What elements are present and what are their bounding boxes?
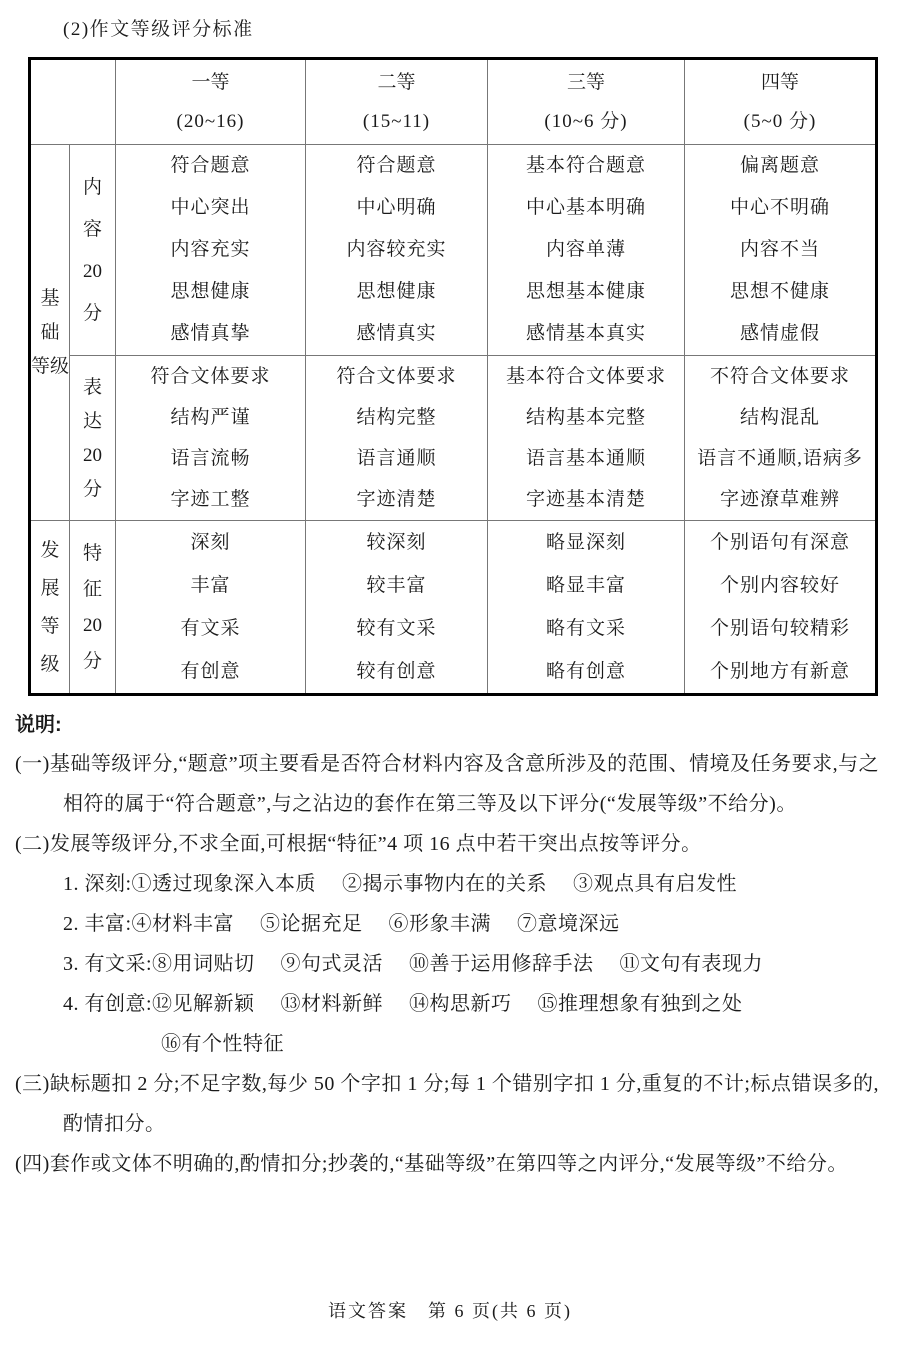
cell-line: 语言流畅 <box>170 448 251 469</box>
cell-line: 分 <box>82 650 102 672</box>
cell-expression-grade1 <box>116 356 306 521</box>
note-subitem: 4. 有创意:⑫见解新颖 ⑬材料新鲜 ⑭构思新巧 ⑮推理想象有独到之处 <box>63 993 743 1015</box>
cell-line: 内 <box>82 176 102 198</box>
cell-line: 中心明确 <box>356 197 437 218</box>
cell-line: 基 <box>40 288 60 309</box>
cell-line: 字迹清楚 <box>356 489 437 510</box>
cell-line: 中心突出 <box>170 197 251 218</box>
note-paragraph: (三)缺标题扣 2 分;不足字数,每少 50 个字扣 1 分;每 1 个错别字扣 1 分,重复的不计;标点错误多的,酌情扣分。 <box>15 1073 879 1135</box>
group-label-basic <box>30 145 70 521</box>
cell-line: 等 <box>40 615 60 637</box>
grade-name: 二等 <box>377 72 416 93</box>
cell-line: 语言基本通顺 <box>525 448 646 469</box>
cell-line: 内容不当 <box>739 239 820 260</box>
header-grade-3 <box>488 59 685 145</box>
cell-line: 分 <box>82 302 102 324</box>
cell-expression-grade4 <box>685 356 877 521</box>
cell-line: 感情虚假 <box>739 323 820 344</box>
cell-line: 符合题意 <box>170 155 251 176</box>
cell-line: 达 <box>82 410 102 432</box>
cell-line: 感情真挚 <box>170 323 251 344</box>
cell-line: 语言不通顺,语病多 <box>697 448 863 469</box>
cell-line: 较有文采 <box>356 618 437 639</box>
cell-line: 中心基本明确 <box>525 197 646 218</box>
cell-line: 结构混乱 <box>739 407 820 428</box>
cell-line: 有创意 <box>180 661 241 682</box>
header-grade-4 <box>685 59 877 145</box>
cell-line: 略显深刻 <box>545 532 626 553</box>
cell-line: 结构严谨 <box>170 407 251 428</box>
cell-line: 思想基本健康 <box>525 281 646 302</box>
cell-line: 结构完整 <box>356 407 437 428</box>
cell-feature-grade1 <box>116 521 306 695</box>
page-title: (2)作文等级评分标准 <box>63 19 254 40</box>
cell-line: 深刻 <box>190 532 231 553</box>
grading-table <box>28 57 878 696</box>
header-grade-2 <box>306 59 488 145</box>
grade-range: (15~11) <box>362 111 431 132</box>
sub-label-feature <box>70 521 116 695</box>
cell-line: 字迹工整 <box>170 489 251 510</box>
note-subitem: 3. 有文采:⑧用词贴切 ⑨句式灵活 ⑩善于运用修辞手法 ⑪文句有表现力 <box>63 953 764 975</box>
cell-content-grade4 <box>685 145 877 356</box>
note-paragraph: (一)基础等级评分,“题意”项主要看是否符合材料内容及含意所涉及的范围、情境及任务要求,与之相符的属于“符合题意”,与之沾边的套作在第三等及以下评分(“发展等级”不给分)。 <box>15 753 880 815</box>
grade-range: (5~0 分) <box>743 111 817 132</box>
cell-line: 展 <box>40 577 60 599</box>
cell-line: 略显丰富 <box>545 575 626 596</box>
cell-line: 丰富 <box>190 575 231 596</box>
cell-expression-grade2 <box>306 356 488 521</box>
cell-line: 符合文体要求 <box>336 366 457 387</box>
notes-section <box>15 706 883 1184</box>
grade-name: 四等 <box>760 72 799 93</box>
cell-line: 字迹基本清楚 <box>525 489 646 510</box>
cell-line: 较深刻 <box>366 532 427 553</box>
cell-line: 语言通顺 <box>356 448 437 469</box>
cell-line: 表 <box>82 376 102 398</box>
cell-feature-grade2 <box>306 521 488 695</box>
grade-range: (20~16) <box>176 111 245 132</box>
cell-line: 有文采 <box>180 618 241 639</box>
cell-line: 略有创意 <box>545 661 626 682</box>
cell-line: 偏离题意 <box>739 155 820 176</box>
cell-feature-grade3 <box>488 521 685 695</box>
cell-line: 较有创意 <box>356 661 437 682</box>
corner-cell <box>30 59 116 145</box>
cell-line: 容 <box>82 218 102 240</box>
note-subitem: 2. 丰富:④材料丰富 ⑤论据充足 ⑥形象丰满 ⑦意境深远 <box>63 913 620 935</box>
cell-line: 20 <box>83 614 102 636</box>
cell-expression-grade3 <box>488 356 685 521</box>
cell-line: 特 <box>82 542 102 564</box>
cell-content-grade3 <box>488 145 685 356</box>
grade-name: 一等 <box>191 72 230 93</box>
page-footer: 语文答案 第 6 页(共 6 页) <box>328 1301 572 1321</box>
cell-line: 征 <box>82 578 102 600</box>
cell-line: 内容较充实 <box>346 239 447 260</box>
cell-line: 符合文体要求 <box>150 366 271 387</box>
cell-line: 感情基本真实 <box>525 323 646 344</box>
cell-line: 个别语句较精彩 <box>709 618 850 639</box>
note-paragraph: (二)发展等级评分,不求全面,可根据“特征”4 项 16 点中若干突出点按等评分。 <box>15 833 702 855</box>
sub-label-content <box>70 145 116 356</box>
cell-line: 发 <box>40 539 60 561</box>
notes-heading: 说明: <box>15 714 62 736</box>
cell-line: 20 <box>83 444 102 466</box>
grade-name: 三等 <box>566 72 605 93</box>
cell-line: 不符合文体要求 <box>709 366 850 387</box>
cell-line: 感情真实 <box>356 323 437 344</box>
cell-line: 符合题意 <box>356 155 437 176</box>
cell-line: 级 <box>40 653 60 675</box>
cell-line: 思想健康 <box>170 281 251 302</box>
cell-line: 个别语句有深意 <box>709 532 850 553</box>
cell-line: 分 <box>82 478 102 500</box>
cell-line: 20 <box>83 260 102 282</box>
cell-line: 内容单薄 <box>545 239 626 260</box>
sub-label-expression <box>70 356 116 521</box>
cell-line: 略有文采 <box>545 618 626 639</box>
note-subitem: 1. 深刻:①透过现象深入本质 ②揭示事物内在的关系 ③观点具有启发性 <box>63 873 738 895</box>
group-label-development <box>30 521 70 695</box>
cell-line: 础 <box>40 322 60 343</box>
cell-line: 思想健康 <box>356 281 437 302</box>
cell-feature-grade4 <box>685 521 877 695</box>
cell-line: 等级 <box>31 356 70 377</box>
cell-line: 基本符合文体要求 <box>505 366 666 387</box>
cell-line: 思想不健康 <box>729 281 830 302</box>
cell-line: 个别地方有新意 <box>709 661 850 682</box>
header-grade-1 <box>116 59 306 145</box>
cell-line: 较丰富 <box>366 575 427 596</box>
cell-line: 字迹潦草难辨 <box>719 489 840 510</box>
cell-content-grade2 <box>306 145 488 356</box>
cell-line: 内容充实 <box>170 239 251 260</box>
cell-line: 结构基本完整 <box>525 407 646 428</box>
note-paragraph: (四)套作或文体不明确的,酌情扣分;抄袭的,“基础等级”在第四等之内评分,“发展等级”不给分。 <box>15 1153 848 1175</box>
cell-line: 基本符合题意 <box>525 155 646 176</box>
note-subitem-continuation: ⑯有个性特征 <box>161 1033 284 1055</box>
cell-line: 个别内容较好 <box>719 575 840 596</box>
cell-content-grade1 <box>116 145 306 356</box>
grade-range: (10~6 分) <box>544 111 628 132</box>
cell-line: 中心不明确 <box>729 197 830 218</box>
